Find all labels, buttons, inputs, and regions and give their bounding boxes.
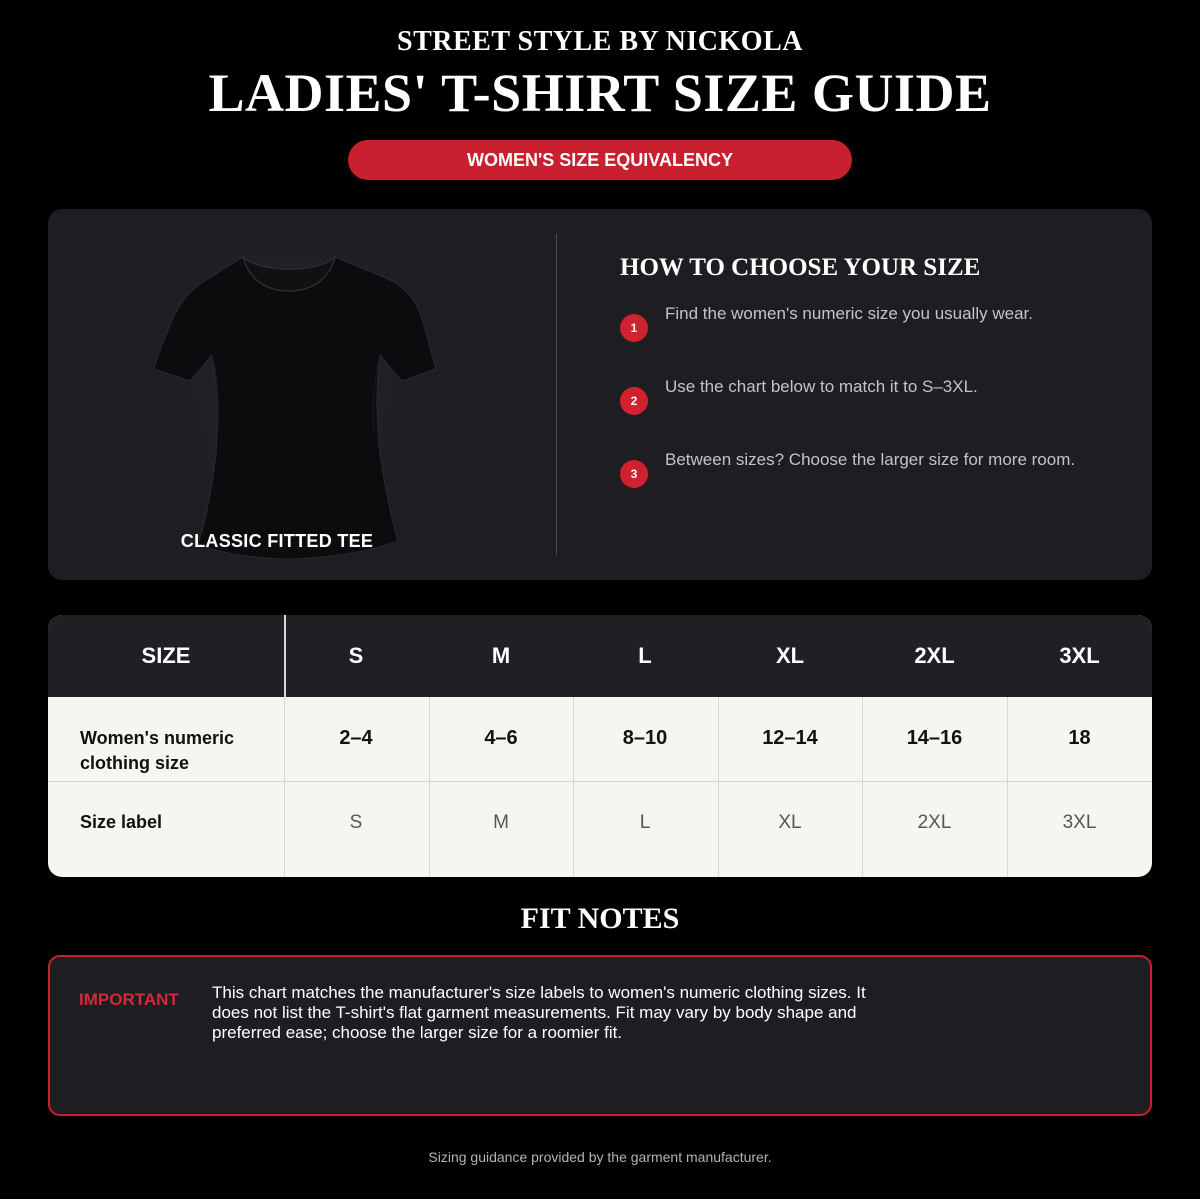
column-header: M: [491, 643, 511, 668]
table-cell: 8–10: [622, 727, 668, 749]
step-text: Find the women's numeric size you usually wear.: [665, 304, 1033, 323]
column-header: SIZE: [141, 643, 191, 668]
table-cell: L: [639, 812, 651, 833]
table-header: [48, 615, 1152, 697]
table-cell: 14–16: [906, 727, 963, 749]
size-equivalency-badge: WOMEN'S SIZE EQUIVALENCY: [348, 140, 852, 180]
page-title: LADIES' T-SHIRT SIZE GUIDE: [208, 63, 992, 123]
step-number-badge: 1: [620, 314, 648, 342]
important-label: IMPORTANT: [79, 990, 179, 1009]
table-row: [48, 782, 1152, 877]
size-table: [48, 615, 1152, 877]
fit-notes-title: FIT NOTES: [520, 902, 680, 935]
table-cell: 4–6: [484, 727, 518, 749]
table-cell: 3XL: [1062, 812, 1097, 833]
row-label: Women's numeric clothing size: [80, 728, 234, 773]
fit-notes-text: This chart matches the manufacturer's size labels to women's numeric clothing sizes. It does not list the T-shirt's flat garment measurements. Fit may vary by body shape and preferred ease; choose the larger size for a roomier fit.: [212, 983, 866, 1042]
footer-note: Sizing guidance provided by the garment manufacturer.: [428, 1149, 772, 1165]
product-caption: CLASSIC FITTED TEE: [180, 531, 374, 551]
column-header: 3XL: [1059, 643, 1100, 668]
step-text: Between sizes? Choose the larger size for more room.: [665, 450, 1076, 469]
brand-name: STREET STYLE BY NICKOLA: [397, 26, 803, 57]
divider: [556, 234, 557, 555]
step-number-badge: 2: [620, 387, 648, 415]
column-header: XL: [775, 643, 805, 668]
how-to-title: HOW TO CHOOSE YOUR SIZE: [620, 254, 981, 281]
t-shirt-icon: [148, 229, 438, 559]
table-cell: S: [349, 812, 363, 833]
t-shirt-image: [148, 229, 438, 559]
table-cell: M: [493, 812, 509, 833]
step-text: Use the chart below to match it to S–3XL.: [665, 377, 978, 396]
table-cell: 12–14: [762, 727, 818, 749]
table-cell: 18: [1068, 727, 1091, 749]
table-cell: 2XL: [917, 812, 952, 833]
column-header: S: [348, 643, 364, 668]
table-cell: XL: [778, 812, 802, 833]
row-label: Size label: [80, 812, 163, 832]
column-header: L: [638, 643, 652, 668]
fit-notes-box: [48, 955, 1152, 1116]
column-header: 2XL: [914, 643, 955, 668]
table-row: [48, 697, 1152, 781]
step-number-badge: 3: [620, 460, 648, 488]
header-divider: [284, 615, 286, 697]
how-to-card: [48, 209, 1152, 580]
table-cell: 2–4: [339, 727, 373, 749]
